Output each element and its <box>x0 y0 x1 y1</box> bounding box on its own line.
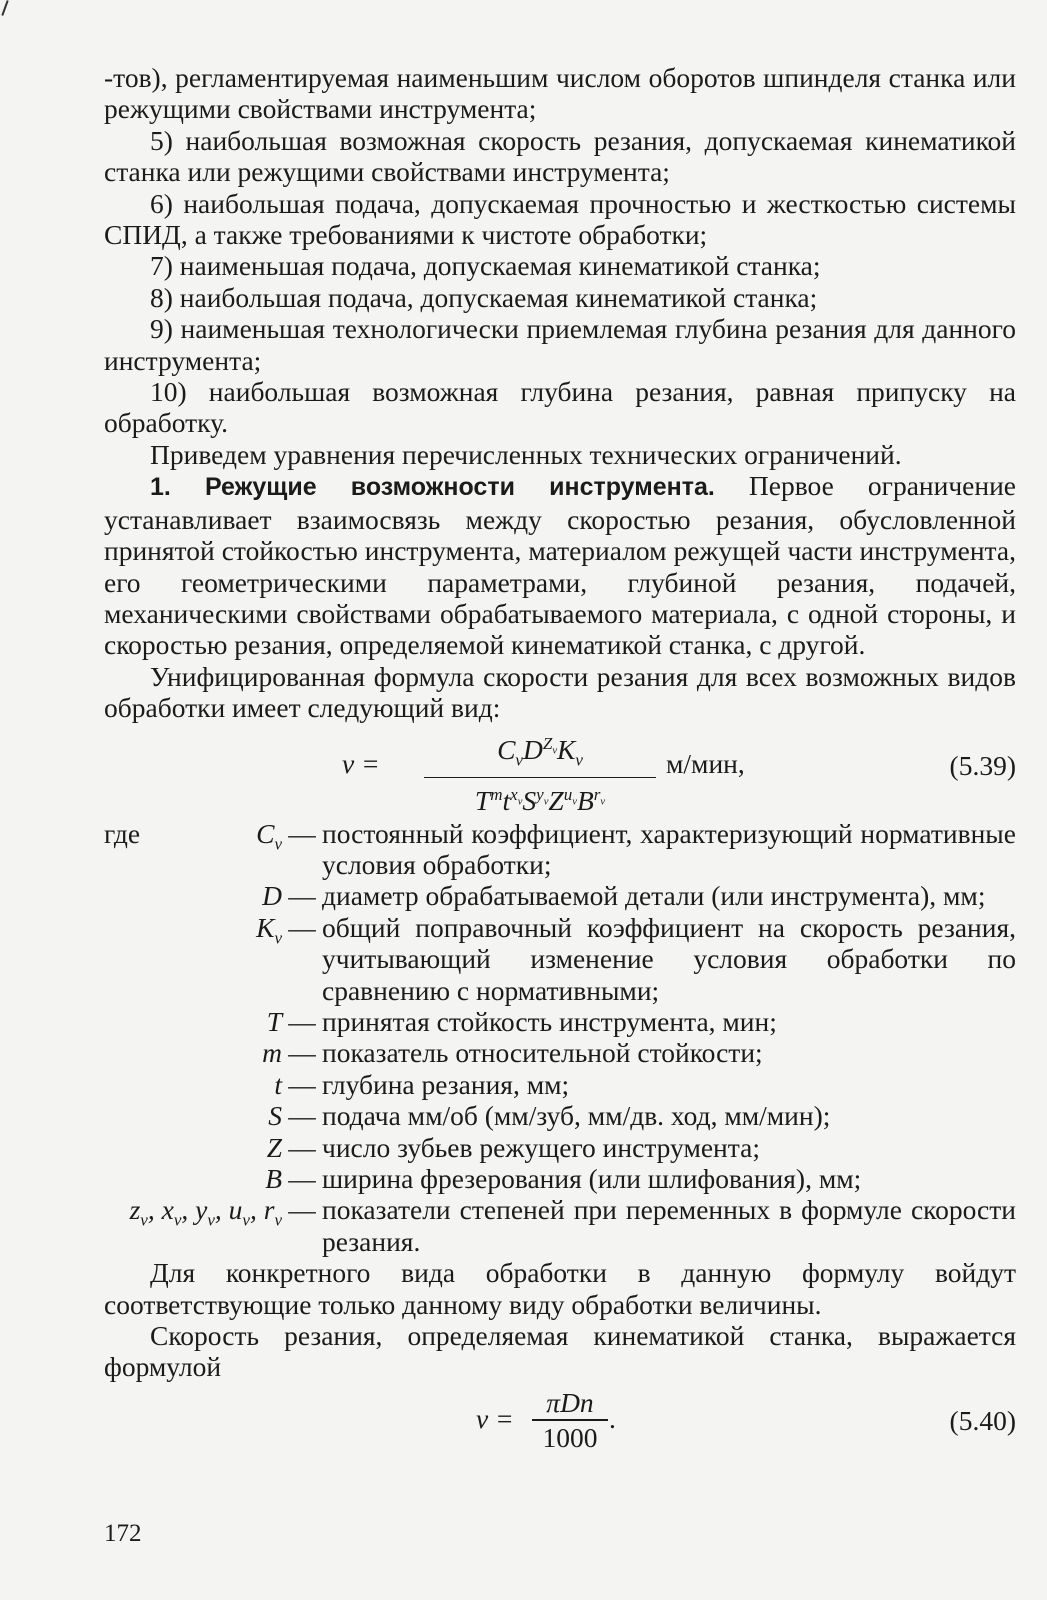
definition-row <box>104 1069 1016 1100</box>
dash: — <box>288 911 316 943</box>
dash: — <box>288 880 316 912</box>
definition-row <box>104 1132 1016 1163</box>
formula-denominator: $T^mt^{x_v}S^{y_v}Z^{u_v}B^{r_v}$ <box>474 785 606 817</box>
dash: — <box>288 1194 316 1226</box>
equation-number: (5.40) <box>949 1404 1016 1436</box>
list-item-5: 5) наибольшая возможная скорость резания, допускаемая кинематикой станка или режущими свойствами инструмента; <box>104 124 1016 188</box>
dash: — <box>288 1068 316 1100</box>
list-item-8: 8) наибольшая подача, допускаемая кинематикой станка; <box>150 281 818 313</box>
definition-row: где $C_v$ — постоянный коэффициент, характеризующий нормативные условия обработки; <box>104 817 1016 880</box>
definition-row <box>104 1194 1016 1257</box>
definition-row <box>104 912 1016 1006</box>
definition-row <box>104 1163 1016 1194</box>
formula-5-39 <box>104 728 1016 817</box>
definition-text: постоянный коэффициент, характеризующий нормативные условия обработки; <box>322 817 1016 880</box>
definition-row <box>104 1037 1016 1068</box>
definition-text: показатель относительной стойкости; <box>322 1037 763 1069</box>
paragraph-specific: Для конкретного вида обработки в данную формулу войдут соответствующие только данному виду обработки величины. <box>104 1257 1016 1320</box>
fraction-bar <box>532 1419 608 1421</box>
definition-text: ширина фрезерования (или шлифования), мм; <box>322 1163 862 1194</box>
definition-text: диаметр обрабатываемой детали (или инструмента), мм; <box>322 880 986 912</box>
section-heading: 1. Режущие возможности инструмента. <box>150 473 715 502</box>
formula-tail: . <box>609 1402 616 1434</box>
dash: — <box>288 1163 316 1194</box>
definition-text: число зубьев режущего инструмента; <box>322 1131 760 1163</box>
formula-unit: м/мин, <box>666 747 745 779</box>
formula-denominator: 1000 <box>542 1421 598 1453</box>
formula-numerator: $C_vD^{Z_v}K_v$ <box>497 733 583 770</box>
formula-lhs: v = <box>342 747 380 779</box>
page-number: 172 <box>104 1520 142 1547</box>
definition-symbol: T <box>266 1005 282 1037</box>
formula-5-40 <box>104 1387 1016 1457</box>
equation-number: (5.39) <box>949 749 1016 781</box>
paragraph-continuation: -тов), регламентируемая наименьшим числом оборотов шпинделя станка или режущими свойствами инструмента; <box>104 62 1016 125</box>
dash: — <box>288 1005 316 1037</box>
paragraph-kinematic: Скорость резания, определяемая кинематикой станка, выражается формулой <box>104 1320 1016 1383</box>
definition-row <box>104 880 1016 911</box>
definition-symbol: t <box>274 1068 282 1100</box>
definition-symbol: $C_v$ <box>256 817 282 854</box>
dash: — <box>288 1100 316 1132</box>
formula-lhs: v = <box>476 1402 514 1434</box>
section-text: Первое ограничение устанавливает взаимосвязь между скоростью резания, обусловленной принятой стойкостью инструмента, материалом режущей части инструмента, его геометрическими параметрами, глубиной резания, подачей, механическими свойствами обрабатываемого материала, с одной стороны, и скоростью резания, определяемой кинематикой станка, с другой. <box>104 470 1017 661</box>
definition-text: показатели степеней при переменных в формуле скорости резания. <box>322 1194 1016 1257</box>
paragraph-formula-intro: Унифицированная формула скорости резания для всех возможных видов обработки имеет следующий вид: <box>104 660 1016 724</box>
definition-symbol: D <box>262 880 282 912</box>
definition-row <box>104 1006 1016 1037</box>
formula-numerator: πDn <box>546 1386 594 1418</box>
definition-text: глубина резания, мм; <box>322 1068 570 1100</box>
definitions-list <box>104 818 1016 1258</box>
list-item-9: 9) наименьшая технологически приемлемая глубина резания для данного инструмента; <box>104 313 1016 376</box>
dash: — <box>288 1131 316 1163</box>
paragraph-equations-intro: Приведем уравнения перечисленных технических ограничений. <box>150 438 902 470</box>
definition-symbol: B <box>265 1163 282 1194</box>
definition-row <box>104 1100 1016 1131</box>
section-paragraph <box>104 470 1016 660</box>
definition-symbol: $K_v$ <box>256 911 282 948</box>
page-body <box>104 62 1016 1461</box>
formula-fraction <box>532 1387 608 1453</box>
formula-fraction <box>424 728 656 818</box>
definition-symbol: m <box>262 1037 282 1069</box>
definition-text: подача мм/об (мм/зуб, мм/дв. ход, мм/мин); <box>322 1100 831 1132</box>
fraction-bar <box>424 777 656 779</box>
definition-symbol: S <box>268 1100 282 1132</box>
definition-text: принятая стойкость инструмента, мин; <box>322 1005 777 1037</box>
definition-symbol: $z_v$, $x_v$, $y_v$, $u_v$, $r_v$ <box>129 1194 282 1230</box>
list-item-10: 10) наибольшая возможная глубина резания, равная припуску на обработку. <box>104 376 1016 439</box>
list-item-7: 7) наименьшая подача, допускаемая кинематикой станка; <box>150 250 821 282</box>
dash: — <box>288 1037 316 1069</box>
dash: — <box>288 817 316 849</box>
definition-symbol: Z <box>266 1131 282 1163</box>
list-item-6: 6) наибольшая подача, допускаемая прочностью и жесткостью системы СПИД, а также требованиями к чистоте обработки; <box>104 187 1016 251</box>
margin-mark <box>1 0 8 16</box>
definition-text: общий поправочный коэффициент на скорость резания, учитывающий изменение условия обработки по сравнению с нормативными; <box>322 911 1016 1006</box>
